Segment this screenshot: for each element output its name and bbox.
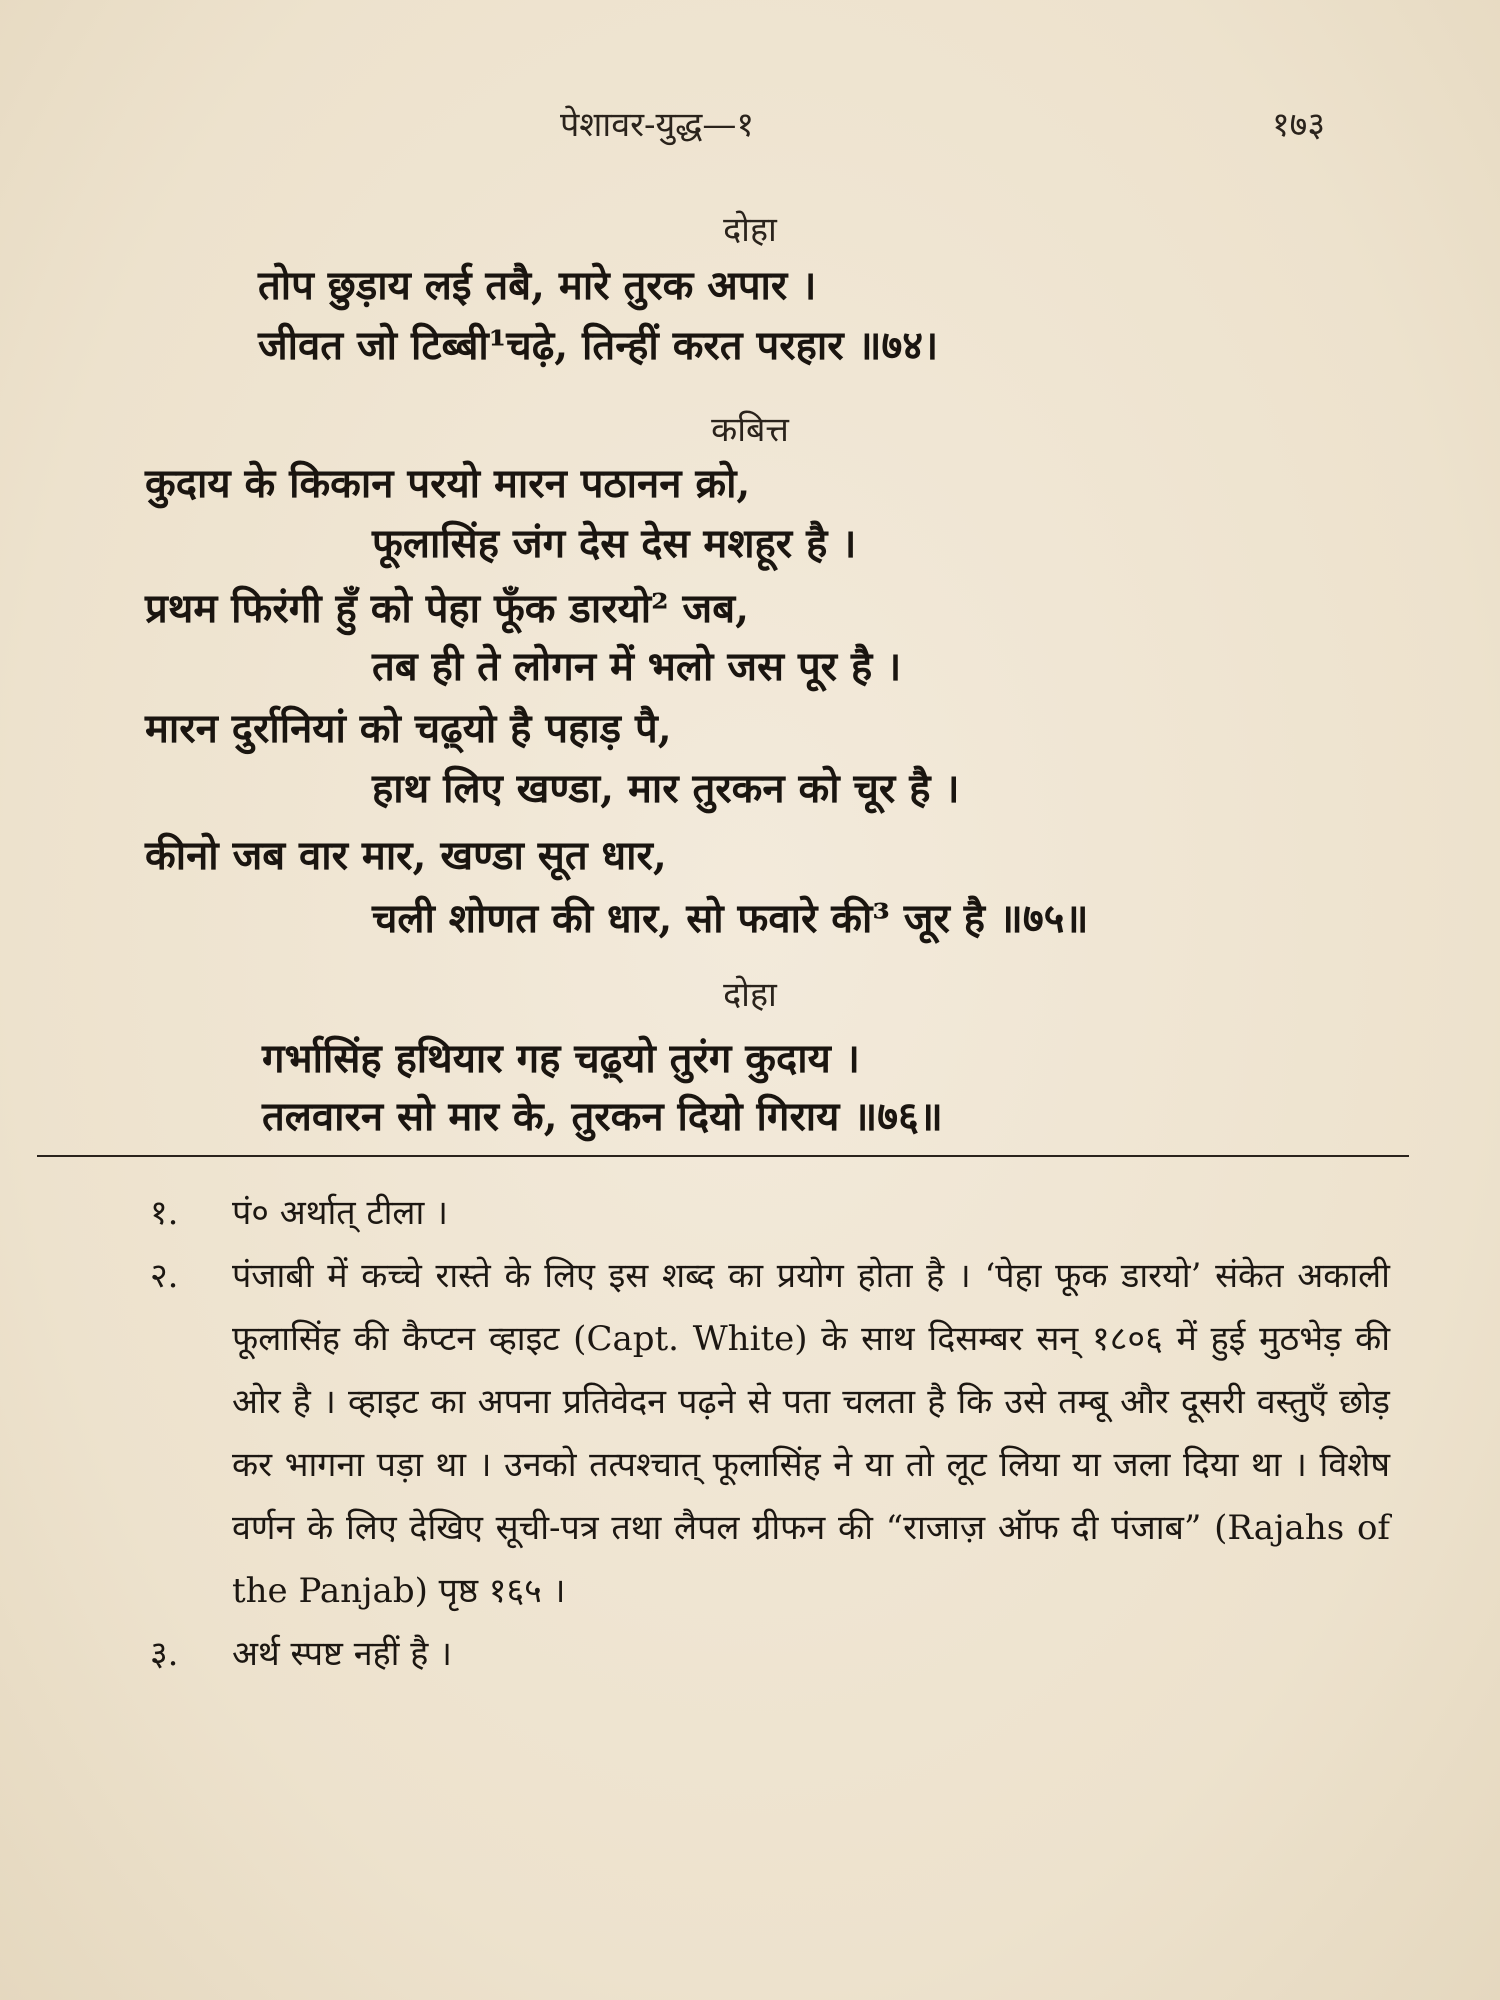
verse-line: गर्भासिंह हथियार गह चढ़्यो तुरंग कुदाय । [262,1035,860,1082]
verse-line: कुदाय के किकान परयो मारन पठानन क्रो, [145,460,751,507]
section-heading-doha-1: दोहा [723,210,777,250]
footnote-item [150,1245,1390,1623]
footnote-number: १. [150,1193,179,1233]
footnote-text: पंजाबी में कच्चे रास्ते के लिए इस शब्द का प्रयोग होता है । ‘पेहा फूक डारयो’ संकेत अकाली फूलासिंह की कैप्टन व्हाइट (Capt. White) के साथ दिसम्बर सन् १८०६ में हुई मुठभेड़ की ओर है । व्हाइट का अपना प्रतिवेदन पढ़ने से पता चलता है कि उसे तम्बू और दूसरी वस्तुएँ छोड़ कर भागना पड़ा था । उनको तत्पश्चात् फूलासिंह ने या तो लूट लिया या जला दिया था । विशेष वर्णन के लिए देखिए सूची-पत्र तथा लैपल ग्रीफन की “राजाज़ ऑफ दी पंजाब” (Rajahs of the Panjab) पृष्ठ १६५ । [232,1256,1390,1611]
verse-line: फूलासिंह जंग देस देस मशहूर है । [372,520,857,567]
section-heading-doha-2: दोहा [723,975,777,1015]
page-number: १७३ [1272,105,1326,145]
footnote-item [150,1623,1390,1686]
verse-line: मारन दुर्रानियां को चढ़्यो है पहाड़ पै, [145,705,672,752]
verse-line: चली शोणत की धार, सो फवारे की³ जूर है ॥७५॥ [372,895,1089,942]
footnote-text: अर्थ स्पष्ट नहीं है । [232,1634,452,1674]
footnote-item [150,1182,1390,1245]
footnote-number: ३. [150,1634,179,1674]
page-header [0,100,1500,150]
verse-line: तब ही ते लोगन में भलो जस पूर है । [372,643,902,690]
verse-line: कीनो जब वार मार, खण्डा सूत धार, [145,832,667,879]
footnotes [150,1182,1390,1686]
verse-line: प्रथम फिरंगी हुँ को पेहा फूँक डारयो² जब, [145,585,750,632]
verse-line: हाथ लिए खण्डा, मार तुरकन को चूर है । [372,765,960,812]
verse-line: तलवारन सो मार के, तुरकन दियो गिराय ॥७६॥ [262,1093,943,1140]
footnote-divider [37,1155,1409,1157]
running-head: पेशावर-युद्ध—१ [560,105,755,145]
verse-line: जीवत जो टिब्बी¹चढ़े, तिन्हीं करत परहार ॥७४। [258,322,939,369]
section-heading-kabitt: कबित्त [711,410,789,450]
footnote-text: पं० अर्थात् टीला । [232,1193,448,1233]
verse-line: तोप छुड़ाय लई तबै, मारे तुरक अपार । [258,262,817,309]
footnote-number: २. [150,1256,179,1296]
